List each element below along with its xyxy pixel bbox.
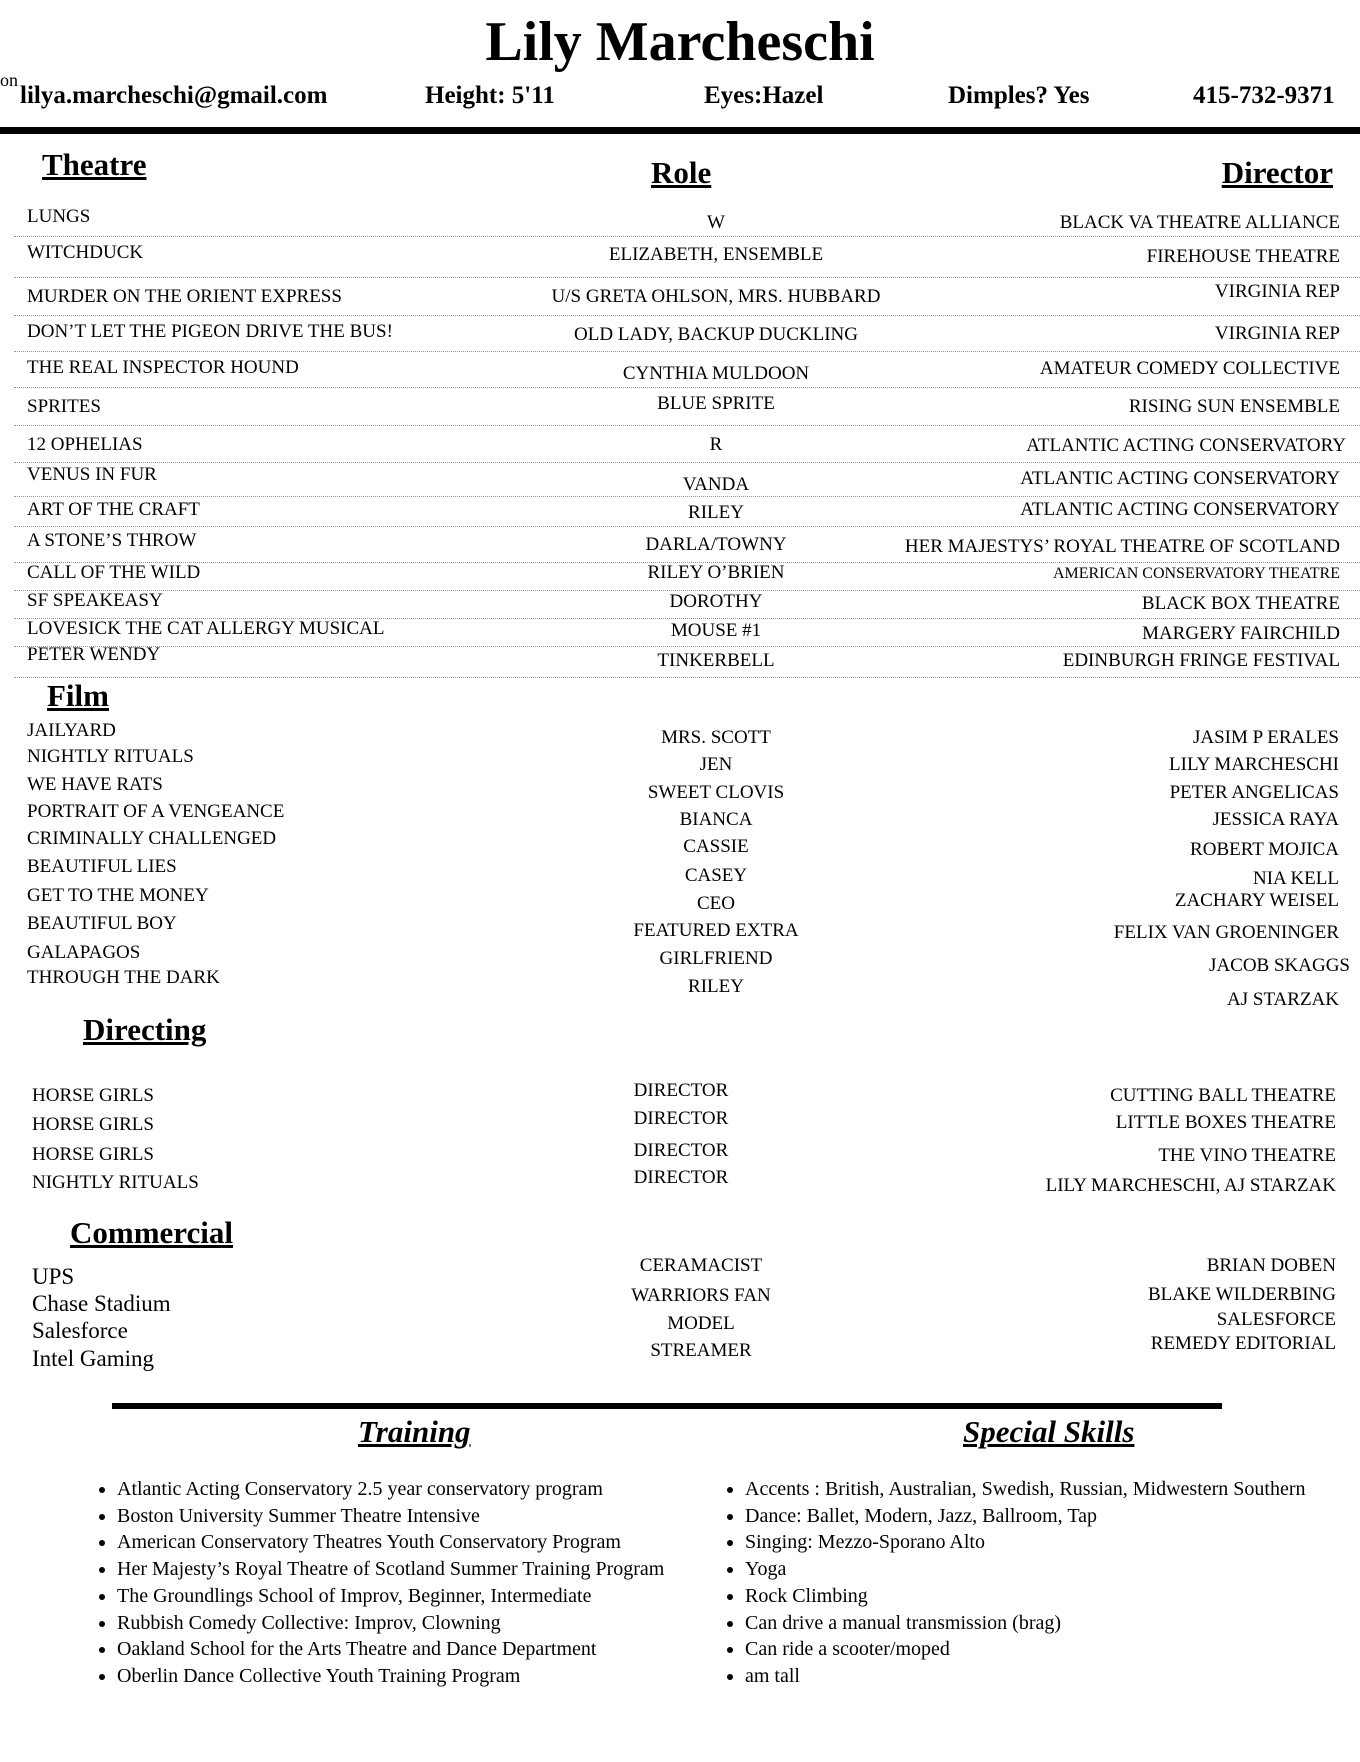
credit-title: WITCHDUCK (27, 242, 144, 263)
credit-title: CRIMINALLY CHALLENGED (27, 828, 277, 849)
credit-director: CUTTING BALL THEATRE (1110, 1085, 1336, 1106)
credit-title: BEAUTIFUL BOY (27, 913, 177, 934)
credit-director: EDINBURGH FRINGE FESTIVAL (1062, 650, 1340, 671)
actor-name: Lily Marcheschi (485, 11, 875, 73)
table-row (14, 204, 1360, 237)
credit-director: FELIX VAN GROENINGER (1113, 922, 1339, 943)
credit-title: LOVESICK THE CAT ALLERGY MUSICAL (27, 618, 385, 639)
skills-heading: Special Skills (963, 1414, 1135, 1449)
theatre-heading: Theatre (42, 147, 147, 182)
credit-title: LUNGS (27, 206, 91, 227)
list-item: • Can ride a scooter/moped (745, 1636, 1306, 1663)
table-row (14, 526, 1360, 563)
credit-title: GALAPAGOS (27, 942, 141, 963)
credit-role: RILEY O’BRIEN (647, 562, 785, 583)
credit-title: JAILYARD (27, 720, 116, 741)
credit-director: HER MAJESTYS’ ROYAL THEATRE OF SCOTLAND (904, 536, 1340, 557)
credit-title: GET TO THE MONEY (27, 885, 209, 906)
list-item: • am tall (745, 1663, 1306, 1690)
credit-role: FEATURED EXTRA (633, 920, 799, 941)
credit-director: SALESFORCE (1216, 1309, 1336, 1330)
eye-color: Eyes:Hazel (704, 82, 824, 109)
list-item: • Accents : British, Australian, Swedish, Russian, Midwestern Southern (745, 1476, 1306, 1503)
credit-title: THROUGH THE DARK (27, 967, 220, 988)
list-item: • Her Majesty’s Royal Theatre of Scotland Summer Training Program (117, 1556, 664, 1583)
credit-title: Salesforce (32, 1318, 128, 1343)
credit-title: Intel Gaming (32, 1346, 154, 1371)
credit-title: SF SPEAKEASY (27, 590, 163, 611)
credit-director: BLACK VA THEATRE ALLIANCE (1059, 212, 1340, 233)
credit-role: BIANCA (679, 809, 753, 830)
credit-director: VIRGINIA REP (1214, 281, 1340, 302)
table-row (14, 387, 1360, 426)
credit-director: AJ STARZAK (1227, 989, 1339, 1010)
credit-role: VANDA (682, 474, 750, 495)
credit-director: AMERICAN CONSERVATORY THEATRE (1052, 565, 1340, 582)
skills-list (723, 1476, 1306, 1690)
credit-director: THE VINO THEATRE (1158, 1145, 1336, 1166)
list-item: • American Conservatory Theatres Youth Conservatory Program (117, 1529, 664, 1556)
table-row (14, 646, 1360, 678)
list-item: • Oberlin Dance Collective Youth Training Program (117, 1663, 664, 1690)
credit-director: ATLANTIC ACTING CONSERVATORY (1020, 468, 1340, 489)
credit-director: MARGERY FAIRCHILD (1142, 623, 1340, 644)
credit-role: SWEET CLOVIS (647, 782, 785, 803)
table-row (14, 236, 1360, 278)
list-item: • Atlantic Acting Conservatory 2.5 year conservatory program (117, 1476, 664, 1503)
credit-director: BLAKE WILDERBING (1147, 1284, 1336, 1305)
credit-title: VENUS IN FUR (27, 464, 157, 485)
role-heading: Role (651, 155, 712, 190)
credit-role: CEO (697, 893, 735, 914)
credit-title: Chase Stadium (32, 1291, 171, 1316)
credit-role: W (707, 212, 725, 233)
credit-director: AMATEUR COMEDY COLLECTIVE (1039, 358, 1340, 379)
credit-role: RILEY (688, 976, 744, 997)
credit-role: U/S GRETA OHLSON, MRS. HUBBARD (551, 286, 881, 307)
table-row (14, 351, 1360, 388)
section-divider (112, 1403, 1222, 1409)
list-item: • Dance: Ballet, Modern, Jazz, Ballroom, Tap (745, 1503, 1306, 1530)
credit-role: STREAMER (650, 1340, 752, 1361)
credit-director: ATLANTIC ACTING CONSERVATORY (1020, 499, 1340, 520)
list-item: • Oakland School for the Arts Theatre and Dance Department (117, 1636, 664, 1663)
table-row (14, 562, 1360, 591)
list-item: • Can drive a manual transmission (brag) (745, 1610, 1306, 1637)
credit-title: HORSE GIRLS (32, 1114, 154, 1135)
credit-role: DIRECTOR (633, 1108, 729, 1129)
credit-director: PETER ANGELICAS (1169, 782, 1339, 803)
credit-title: HORSE GIRLS (32, 1085, 154, 1106)
credit-title: PORTRAIT OF A VENGEANCE (27, 801, 285, 822)
credit-director: BRIAN DOBEN (1206, 1255, 1336, 1276)
credit-title: BEAUTIFUL LIES (27, 856, 177, 877)
credit-role: MRS. SCOTT (661, 727, 771, 748)
credit-role: TINKERBELL (657, 650, 775, 671)
credit-title: A STONE’S THROW (27, 530, 197, 551)
email: lilya.marcheschi@gmail.com (20, 82, 328, 109)
stray-text: on (0, 70, 18, 90)
credit-role: MOUSE #1 (670, 620, 762, 641)
credit-director: VIRGINIA REP (1214, 323, 1340, 344)
credit-director: REMEDY EDITORIAL (1150, 1333, 1336, 1354)
credit-role: CYNTHIA MULDOON (622, 363, 810, 384)
credit-role: R (709, 434, 723, 455)
credit-director: NIA KELL (1252, 868, 1339, 889)
table-row (14, 496, 1360, 527)
credit-title: MURDER ON THE ORIENT EXPRESS (27, 286, 342, 307)
list-item: • Boston University Summer Theatre Intensive (117, 1503, 664, 1530)
credit-title: SPRITES (27, 396, 101, 417)
credit-role: MODEL (667, 1313, 735, 1334)
credit-role: JEN (699, 754, 733, 775)
credit-role: DIRECTOR (633, 1080, 729, 1101)
credit-director: LILY MARCHESCHI, AJ STARZAK (1045, 1175, 1336, 1196)
table-row (14, 425, 1360, 463)
credit-role: WARRIORS FAN (631, 1285, 771, 1306)
credit-director: JASIM P ERALES (1192, 727, 1339, 748)
directing-heading: Directing (83, 1012, 207, 1047)
credit-title: PETER WENDY (27, 644, 161, 665)
credit-title: DON’T LET THE PIGEON DRIVE THE BUS! (27, 321, 393, 342)
credit-director: LITTLE BOXES THEATRE (1115, 1112, 1336, 1133)
training-heading: Training (358, 1414, 471, 1449)
credit-director: ATLANTIC ACTING CONSERVATORY (1026, 435, 1346, 456)
film-heading: Film (47, 678, 109, 713)
credit-title: 12 OPHELIAS (27, 434, 143, 455)
dimples: Dimples? Yes (948, 82, 1090, 109)
credit-director: JESSICA RAYA (1212, 809, 1339, 830)
credit-role: DARLA/TOWNY (645, 534, 787, 555)
credit-role: OLD LADY, BACKUP DUCKLING (574, 324, 858, 345)
phone: 415-732-9371 (1193, 82, 1335, 109)
director-heading: Director (1221, 155, 1333, 190)
credit-title: ART OF THE CRAFT (27, 499, 200, 520)
header-divider (0, 127, 1360, 134)
credit-title: UPS (32, 1264, 75, 1289)
credit-title: THE REAL INSPECTOR HOUND (27, 357, 299, 378)
credit-director: BLACK BOX THEATRE (1141, 593, 1340, 614)
credit-role: CERAMACIST (639, 1255, 763, 1276)
credit-director: FIREHOUSE THEATRE (1146, 246, 1340, 267)
credit-role: RILEY (688, 502, 744, 523)
credit-title: CALL OF THE WILD (27, 562, 201, 583)
credit-director: RISING SUN ENSEMBLE (1128, 396, 1340, 417)
credit-title: NIGHTLY RITUALS (32, 1172, 199, 1193)
credit-director: LILY MARCHESCHI (1169, 754, 1339, 775)
credit-title: WE HAVE RATS (27, 774, 163, 795)
credit-role: CASEY (684, 865, 748, 886)
list-item: • Rubbish Comedy Collective: Improv, Clowning (117, 1610, 664, 1637)
credit-title: HORSE GIRLS (32, 1144, 154, 1165)
list-item: • Singing: Mezzo-Sporano Alto (745, 1529, 1306, 1556)
credit-role: DIRECTOR (633, 1167, 729, 1188)
credit-director: ZACHARY WEISEL (1174, 890, 1339, 911)
credit-role: ELIZABETH, ENSEMBLE (608, 244, 824, 265)
training-list (95, 1476, 664, 1690)
table-row (14, 277, 1360, 316)
credit-director: ROBERT MOJICA (1190, 839, 1339, 860)
table-row (14, 315, 1360, 352)
list-item: • Rock Climbing (745, 1583, 1306, 1610)
table-row (14, 462, 1360, 497)
credit-role: CASSIE (683, 836, 749, 857)
list-item: • The Groundlings School of Improv, Beginner, Intermediate (117, 1583, 664, 1610)
commercial-heading: Commercial (70, 1215, 233, 1250)
credit-role: DOROTHY (669, 591, 763, 612)
height: Height: 5'11 (425, 82, 555, 109)
table-row (14, 590, 1360, 619)
credit-title: NIGHTLY RITUALS (27, 746, 194, 767)
list-item: • Yoga (745, 1556, 1306, 1583)
credit-director: JACOB SKAGGS (1209, 955, 1350, 976)
credit-role: BLUE SPRITE (657, 393, 775, 414)
table-row (14, 618, 1360, 647)
credit-role: DIRECTOR (633, 1140, 729, 1161)
credit-role: GIRLFRIEND (659, 948, 773, 969)
